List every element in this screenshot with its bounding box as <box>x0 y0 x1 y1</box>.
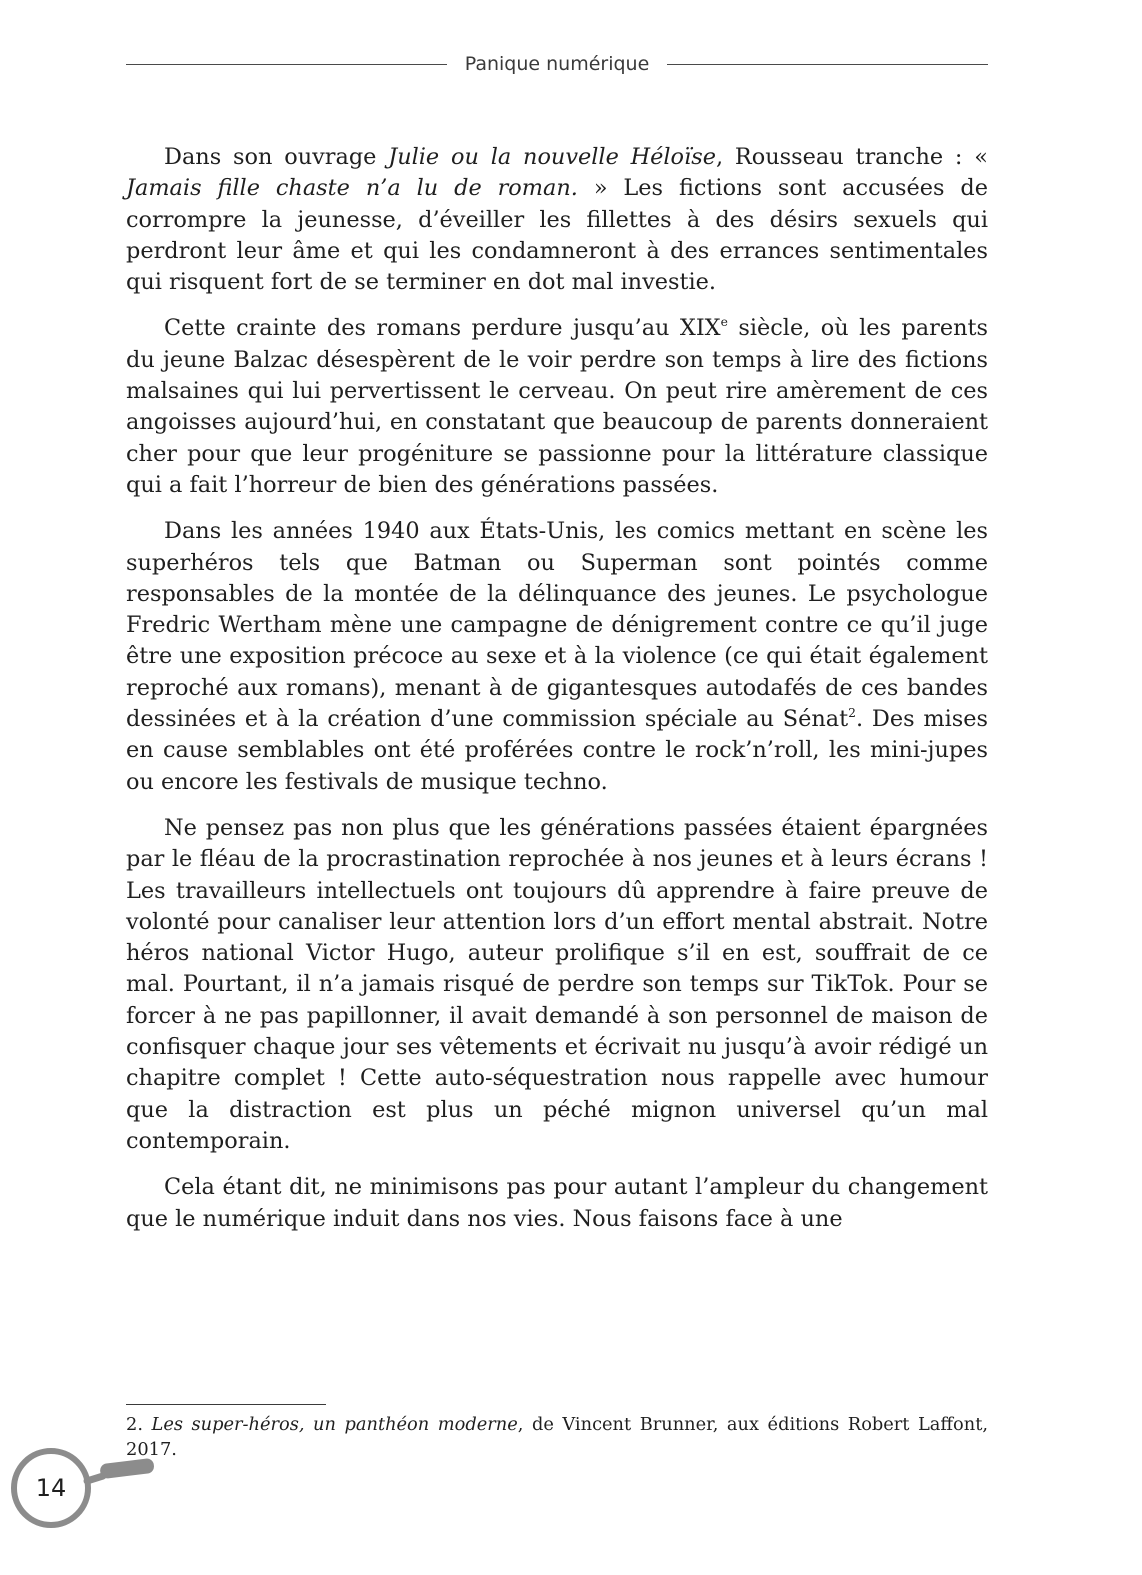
footnote-number: 2. <box>126 1414 143 1435</box>
paragraph-5: Cela étant dit, ne minimisons pas pour autant l’ampleur du changement que le numérique induit dans nos vies. Nous faisons face à une <box>126 1174 988 1232</box>
footnote <box>126 1412 988 1462</box>
p1-text-c: » Les fictions sont accusées de corrompre la jeunesse, d’éveiller les fillettes à des désirs sexuels qui perdront leur âme et qui les condamneront à des errances sentimentales qui risquent fort de se terminer en dot mal investie. <box>126 175 988 296</box>
page-folio <box>0 1448 170 1528</box>
p1-text-b: , Rousseau tranche : « <box>715 144 988 170</box>
p2-text-b: siècle, où les parents du jeune Balzac désespèrent de le voir perdre son temps à lire des fictions malsaines qui lui pervertissent le cerveau. On peut rire amèrement de ces angoisses aujourd’hui, en constatant que beaucoup de parents donneraient cher pour que leur progéniture se passionne pour la littérature classique qui a fait l’horreur de bien des générations passées. <box>126 315 988 498</box>
running-title: Panique numérique <box>464 53 650 75</box>
p1-text-a: Dans son ouvrage <box>164 144 389 170</box>
footnote-text: , de Vincent Brunner, aux éditions Robert Laffont, 2017. <box>126 1414 988 1460</box>
body-text <box>126 142 988 1250</box>
footnote-book-title: Les super-héros, un panthéon moderne <box>151 1414 518 1435</box>
running-header <box>126 50 988 78</box>
p2-text-a: Cette crainte des romans perdure jusqu’au XIX <box>164 315 721 342</box>
p3-text-a: Dans les années 1940 aux États-Unis, les comics mettant en scène les superhéros tels que Batman ou Superman sont pointés comme responsables de la montée de la délinquance des jeunes. Le psychologue Fredric Wertham mène une campagne de dénigrement contre ce qu’il juge être une exposition précoce au sexe et à la violence (ce qui était également reproché aux romans), menant à de gigantesques autodafés de ces bandes dessinées et à la création d’une commission spéciale au Sénat <box>126 518 988 733</box>
paragraph-4: Ne pensez pas non plus que les générations passées étaient épargnées par le fléau de la procrastination reprochée à nos jeunes et à leurs écrans ! Les travailleurs intellectuels ont toujours dû apprendre à faire preuve de volonté pour canaliser leur attention lors d’un effort mental abstrait. Notre héros national Victor Hugo, auteur prolifique s’il en est, souffrait de ce mal. Pourtant, il n’a jamais risqué de perdre son temps sur TikTok. Pour se forcer à ne pas papillonner, il avait demandé à son personnel de maison de confisquer chaque jour ses vêtements et écrivait nu jusqu’à avoir rédigé un chapitre complet ! Cette auto-séquestration nous rappelle avec humour que la distraction est plus un péché mignon universel qu’un mal contemporain. <box>126 814 988 1154</box>
paragraph-2 <box>126 313 988 501</box>
century-superscript: e <box>720 315 728 330</box>
p3-text-b: . Des mises en cause semblables ont été proférées contre le rock’n’roll, les mini-jupes ou encore les festivals de musique techno. <box>126 706 988 795</box>
p1-quotation: Jamais fille chaste n’a lu de roman. <box>126 175 578 202</box>
paragraph-1 <box>126 142 988 298</box>
page-number: 14 <box>35 1474 67 1502</box>
footnote-rule <box>126 1404 326 1405</box>
p1-book-title: Julie ou la nouvelle Héloïse <box>388 144 716 170</box>
footnote-reference[interactable]: 2 <box>848 705 856 720</box>
header-rule-right <box>667 64 988 65</box>
header-rule-left <box>126 64 447 65</box>
paragraph-3 <box>126 516 988 798</box>
